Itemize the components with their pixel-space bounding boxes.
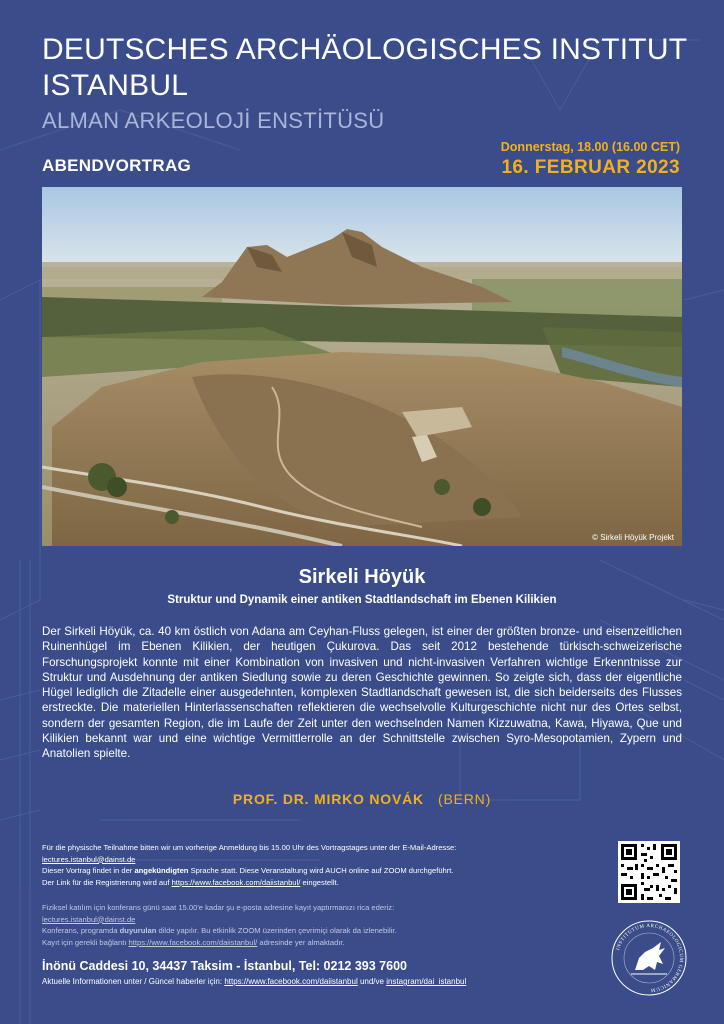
speaker-affiliation: (BERN) <box>438 791 492 807</box>
qr-code[interactable] <box>618 841 680 903</box>
lecture-abstract: Der Sirkeli Höyük, ca. 40 km östlich von Adana am Ceyhan-Fluss gelegen, ist einer der größten bronze- und eisenzeitlichen Ruinenhügel im Ebenen Kilikien, der heutigen Çukurova. Das seit 2012 bestehende türkisch-schweizerische Forschungsprojekt konnte mit einer Kombination von invasiven und nicht-invasiven Verfahren wichtige Erkenntnisse zur Struktur und Ausdehnung der antiken Siedlung sowie zu deren Geschichte gewinnen. So zeigte sich, dass der eigentliche Hügel lediglich die Zitadelle einer ausgedehnten, komplexen Stadtlandschaft gewesen ist, die sich beiderseits des Flusses erstreckte. Die materiellen Hinterlassenschaften reflektieren die wechselvolle Kulturgeschichte nicht nur des Ortes selbst, sondern der gesamten Region, die im Laufe der Zeit unter den wechselnden Namen Kizzuwatna, Kawa, Hiyawa, Que und Kilikien bekannt war und eine wichtige Vermittlerrolle an der Schnittstelle zwischen Syro-Mesopotamien, Zypern und Anatolien spielte. <box>42 625 682 761</box>
facebook-link-tr[interactable]: https://www.facebook.com/daiistanbul/ <box>128 937 258 947</box>
registration-notes-tr <box>42 902 602 948</box>
event-type: ABENDVORTRAG <box>42 156 192 175</box>
email-link-de[interactable]: lectures.istanbul@dainst.de <box>42 854 136 864</box>
speaker-name: PROF. DR. MIRKO NOVÁK <box>232 791 424 807</box>
institute-address: İnönü Caddesi 10, 34437 Taksim - İstanbul, Tel: 0212 393 7600 <box>42 959 407 973</box>
institute-title-tr: ALMAN ARKEOLOJİ ENSTİTÜSÜ <box>42 108 385 133</box>
speaker <box>0 791 724 807</box>
instagram-link-footer[interactable]: instagram/dai_istanbul <box>386 977 467 986</box>
notes-de-line3: Der Link für die Registrierung wird auf https://www.facebook.com/daiistanbul/ eingestellt. <box>42 877 339 887</box>
svg-text:INSTITUTUM ARCHAEOLOGICUM GERM: INSTITUTUM ARCHAEOLOGICUM GERMANICUM <box>616 923 684 993</box>
event-date: 16. FEBRUAR 2023 <box>501 157 680 178</box>
notes-de-line1: Für die physische Teilnahme bitten wir um vorherige Anmeldung bis 15.00 Uhr des Vortragstages unter der E-Mail-Adresse: <box>42 843 457 852</box>
facebook-link-de[interactable]: https://www.facebook.com/daiistanbul/ <box>171 877 301 887</box>
aerial-photo-illustration <box>42 187 682 546</box>
notes-tr-line2: Konferans, programda duyurulan dilde yapılır. Bu etkinlik ZOOM üzerinden çevrimiçi olarak da izlenebilir. <box>42 926 397 935</box>
registration-notes-de <box>42 842 602 888</box>
aerial-photo <box>42 187 682 546</box>
notes-de-line2: Dieser Vortrag findet in der angekündigten Sprache statt. Diese Veranstaltung wird AUCH online auf ZOOM durchgeführt. <box>42 866 454 875</box>
facebook-link-footer[interactable]: https://www.facebook.com/daiistanbul <box>224 977 358 986</box>
institute-title: DEUTSCHES ARCHÄOLOGISCHES INSTITUT ISTANBUL <box>42 33 687 102</box>
lecture-subtitle: Struktur und Dynamik einer antiken Stadtlandschaft im Ebenen Kilikien <box>167 594 557 606</box>
griffin-seal-icon <box>609 918 689 998</box>
institute-seal <box>609 918 689 998</box>
event-time: Donnerstag, 18.00 (16.00 CET) <box>500 140 680 154</box>
footer-info: Aktuelle Informationen unter / Güncel haberler için: https://www.facebook.com/daiistanbul und/ve instagram/dai_istanbul <box>42 977 467 986</box>
notes-tr-line1: Fiziksel katılım için konferans günü saat 15.00'e kadar şu e-posta adresine kayıt yaptırmanızı rica ederiz: <box>42 903 395 912</box>
notes-tr-line3: Kayıt için gerekli bağlantı https://www.facebook.com/daiistanbul/ adresinde yer almaktadır. <box>42 937 345 947</box>
photo-credit: © Sirkeli Höyük Projekt <box>592 533 674 542</box>
lecture-title: Sirkeli Höyük <box>298 566 426 588</box>
email-link-tr[interactable]: lectures.istanbul@dainst.de <box>42 914 136 924</box>
qr-code-icon <box>618 841 680 903</box>
